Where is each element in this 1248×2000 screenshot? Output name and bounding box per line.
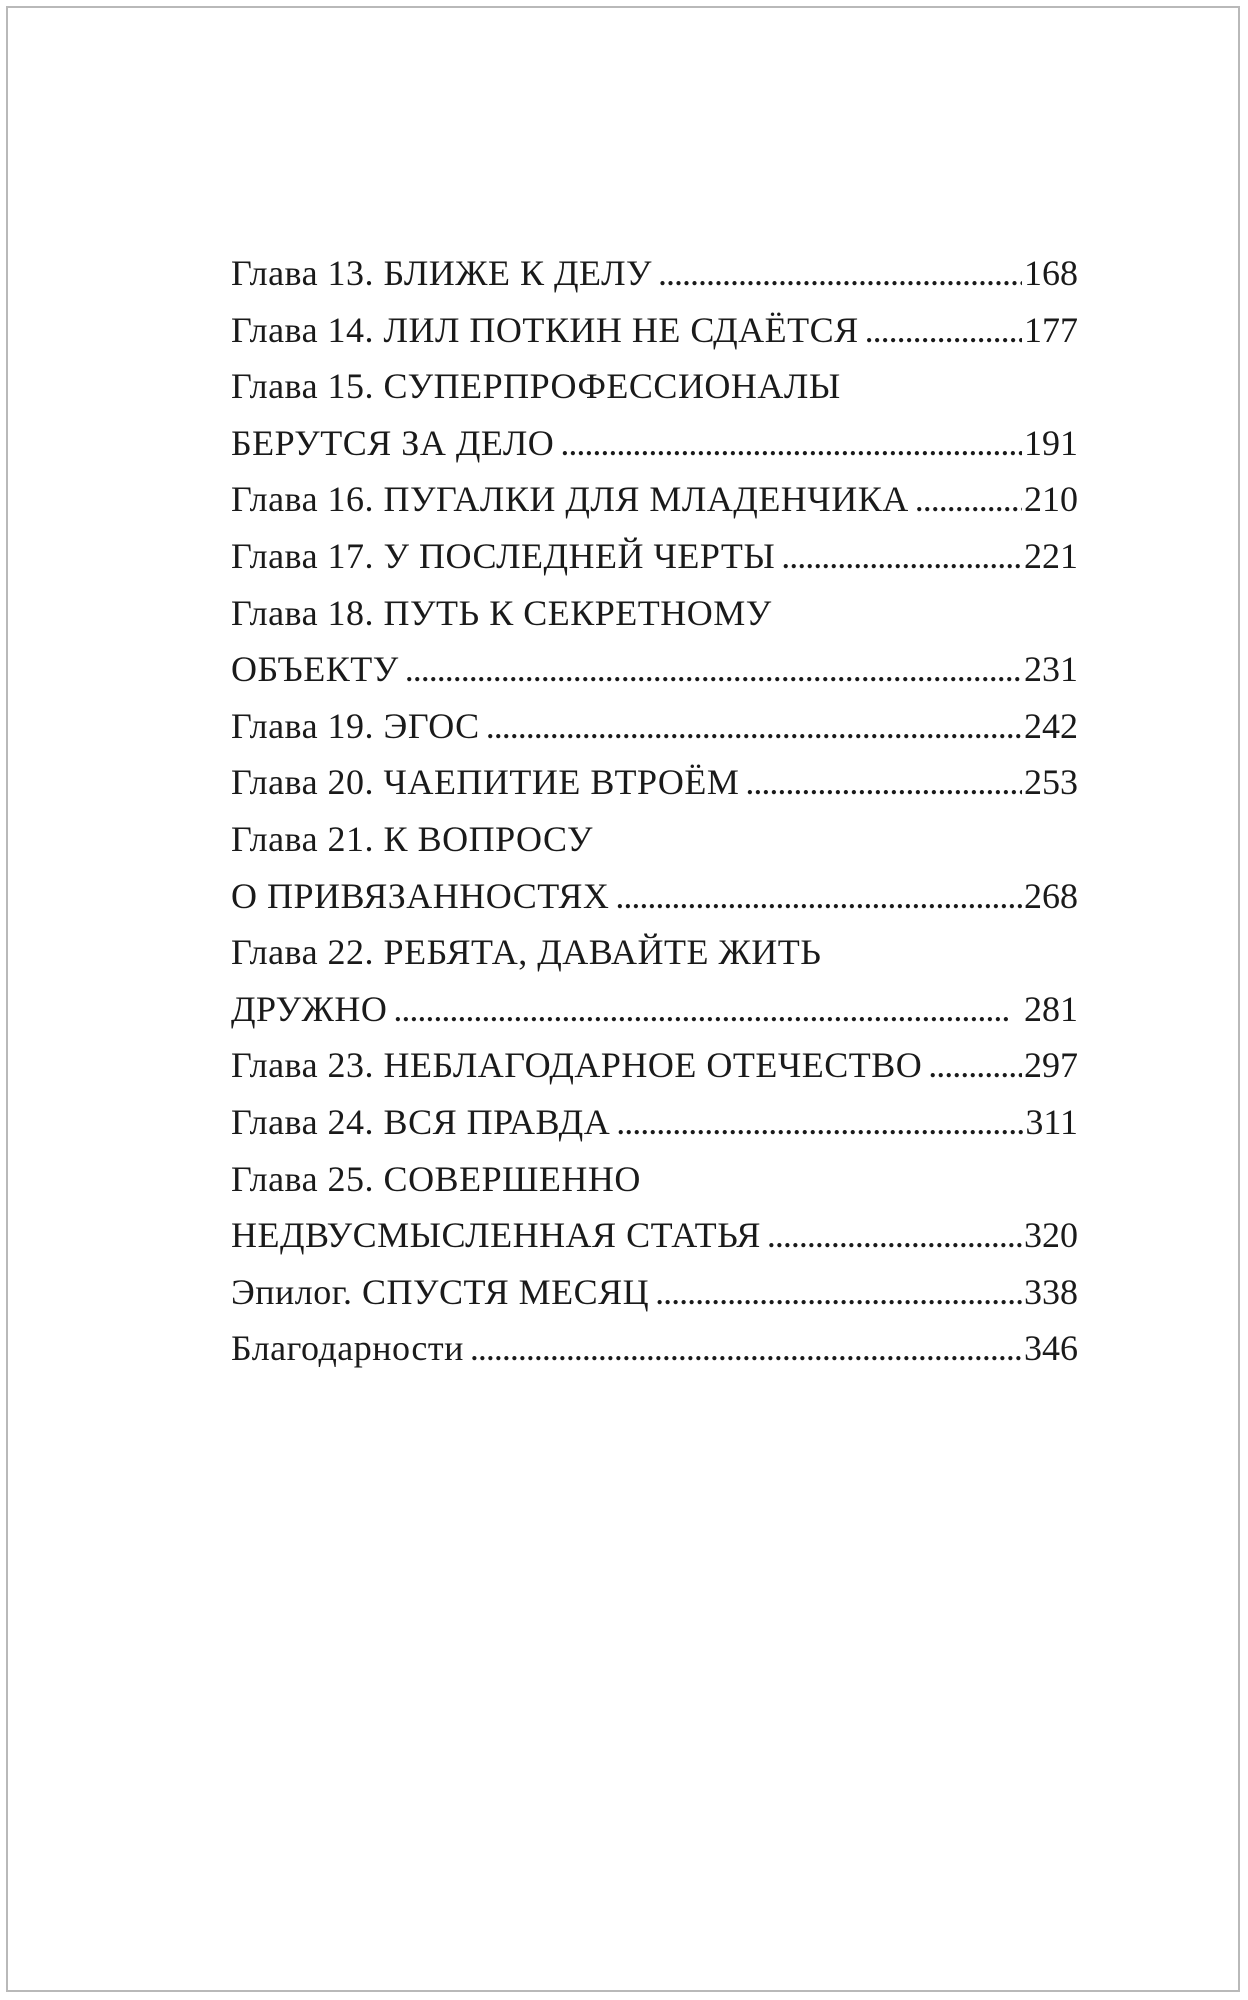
toc-entry-title: Глава 18. ПУТЬ К СЕКРЕТНОМУ <box>231 592 772 633</box>
toc-entry-title: Глава 25. СОВЕРШЕННО <box>231 1158 641 1199</box>
toc-entry-18-line-2[interactable] <box>231 641 1078 698</box>
toc-entry-25-line-2[interactable] <box>231 1207 1078 1264</box>
toc-entry-15-line-1[interactable] <box>231 358 1078 415</box>
toc-entry-title-continued: НЕДВУСМЫСЛЕННАЯ СТАТЬЯ <box>231 1215 761 1256</box>
toc-entry-16[interactable] <box>231 471 1078 528</box>
toc-entry-21-line-2[interactable] <box>231 868 1078 925</box>
toc-entry-title: Благодарности <box>231 1328 464 1369</box>
toc-page-number: 231 <box>1024 649 1078 690</box>
toc-page-number: 268 <box>1024 875 1078 916</box>
dot-leader <box>616 1094 1023 1151</box>
toc-entry-17[interactable] <box>231 528 1078 585</box>
toc-entry-title-continued: ОБЪЕКТУ <box>231 649 399 690</box>
toc-entry-epilogue[interactable] <box>231 1264 1078 1321</box>
toc-page-number: 242 <box>1024 705 1078 746</box>
toc-entry-22-line-2[interactable] <box>231 981 1078 1038</box>
toc-entry-13[interactable] <box>231 245 1078 302</box>
toc-entry-title: Глава 22. РЕБЯТА, ДАВАЙТЕ ЖИТЬ <box>231 932 822 973</box>
toc-page-number: 177 <box>1024 309 1078 350</box>
toc-entry-20[interactable] <box>231 754 1078 811</box>
toc-page-number: 221 <box>1024 535 1078 576</box>
dot-leader <box>928 1037 1022 1094</box>
dot-leader <box>767 1207 1022 1264</box>
toc-entry-18-line-1[interactable] <box>231 585 1078 642</box>
dot-leader <box>470 1320 1022 1377</box>
dot-leader <box>393 981 1022 1038</box>
toc-entry-title: Эпилог. СПУСТЯ МЕСЯЦ <box>231 1271 650 1312</box>
toc-page-number: 346 <box>1024 1328 1078 1369</box>
toc-entry-19[interactable] <box>231 698 1078 755</box>
toc-entry-title: Глава 23. НЕБЛАГОДАРНОЕ ОТЕЧЕСТВО <box>231 1045 923 1086</box>
toc-entry-title: Глава 24. ВСЯ ПРАВДА <box>231 1101 611 1142</box>
toc-entry-25-line-1[interactable] <box>231 1151 1078 1208</box>
toc-entry-24[interactable] <box>231 1094 1078 1151</box>
toc-page-number: 297 <box>1024 1045 1078 1086</box>
toc-entry-title-continued: БЕРУТСЯ ЗА ДЕЛО <box>231 422 555 463</box>
toc-page-number: 311 <box>1025 1101 1078 1142</box>
toc-entry-title: Глава 20. ЧАЕПИТИЕ ВТРОЁМ <box>231 762 740 803</box>
dot-leader <box>658 245 1022 302</box>
toc-entry-title: Глава 13. БЛИЖЕ К ДЕЛУ <box>231 253 652 293</box>
toc-page-number: 320 <box>1024 1215 1078 1256</box>
toc-entry-title-continued: ДРУЖНО <box>231 988 388 1029</box>
toc-entry-21-line-1[interactable] <box>231 811 1078 868</box>
toc-page-number: 281 <box>1024 988 1078 1029</box>
dot-leader <box>560 415 1022 472</box>
toc-entry-title: Глава 17. У ПОСЛЕДНЕЙ ЧЕРТЫ <box>231 535 776 576</box>
toc-page-number: 210 <box>1024 479 1078 520</box>
toc-entry-title: Глава 15. СУПЕРПРОФЕССИОНАЛЫ <box>231 366 841 407</box>
dot-leader <box>405 641 1022 698</box>
toc-page-number: 253 <box>1024 762 1078 803</box>
toc-entry-22-line-1[interactable] <box>231 924 1078 981</box>
dot-leader <box>615 868 1022 925</box>
toc-entry-15-line-2[interactable] <box>231 415 1078 472</box>
toc-entry-title-continued: О ПРИВЯЗАННОСТЯХ <box>231 875 610 916</box>
toc-page-number: 168 <box>1024 253 1078 293</box>
toc-entry-14[interactable] <box>231 302 1078 359</box>
dot-leader <box>915 471 1022 528</box>
dot-leader <box>745 754 1022 811</box>
toc-entry-title: Глава 14. ЛИЛ ПОТКИН НЕ СДАЁТСЯ <box>231 309 859 350</box>
toc-page-number: 191 <box>1024 422 1078 463</box>
dot-leader <box>655 1264 1022 1321</box>
toc-entry-acknowledgements[interactable] <box>231 1320 1078 1377</box>
toc-entry-title: Глава 19. ЭГОС <box>231 705 480 746</box>
toc-entry-23[interactable] <box>231 1037 1078 1094</box>
toc-page-number: 338 <box>1024 1271 1078 1312</box>
toc-entry-title: Глава 21. К ВОПРОСУ <box>231 818 593 859</box>
dot-leader <box>781 528 1022 585</box>
toc-entry-title: Глава 16. ПУГАЛКИ ДЛЯ МЛАДЕНЧИКА <box>231 479 909 520</box>
dot-leader <box>865 302 1022 359</box>
table-of-contents <box>231 245 1078 1377</box>
dot-leader <box>486 698 1022 755</box>
